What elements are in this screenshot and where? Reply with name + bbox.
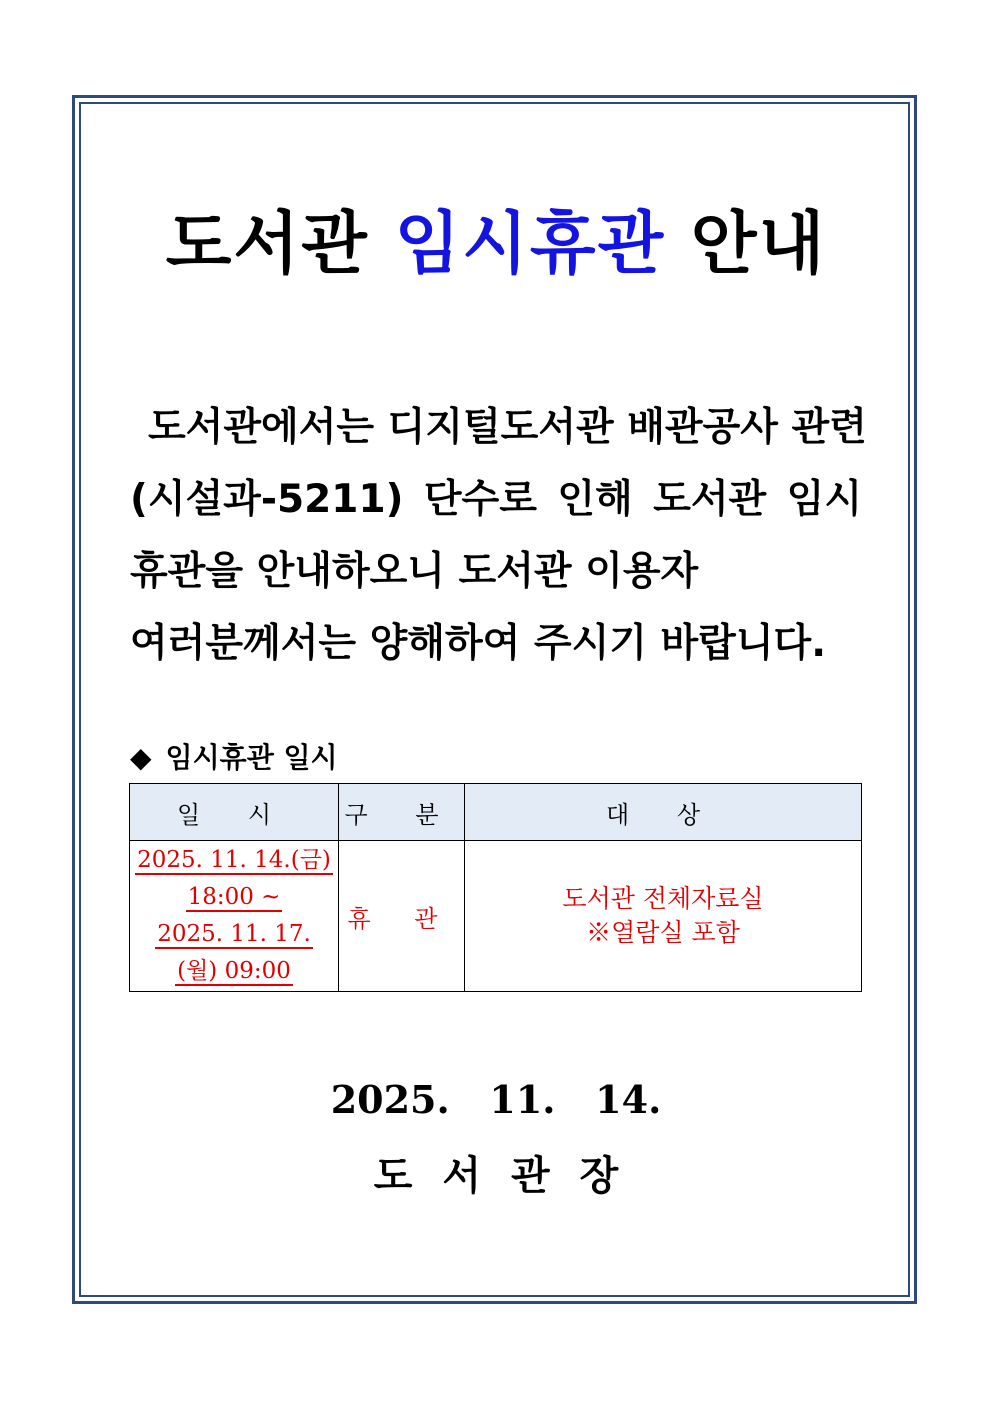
body-line-4: 여러분께서는 양해하여 주시기 바랍니다. <box>130 621 827 666</box>
closure-schedule-table <box>129 783 862 992</box>
header-date: 일 시 <box>130 784 339 841</box>
notice-body <box>130 392 867 680</box>
header-target: 대 상 <box>465 784 862 841</box>
type-cell: 휴 관 <box>339 841 465 992</box>
date-line-1: 2025. 11. 14.(금) <box>137 847 331 873</box>
section-heading-label: 임시휴관 일시 <box>165 741 338 774</box>
notice-title <box>0 200 992 290</box>
section-heading <box>130 738 338 778</box>
body-line-1: 도서관에서는 디지털도서관 배관공사 관련 <box>148 405 867 450</box>
date-line-2: 18:00 ~ <box>187 884 281 910</box>
issue-date: 2025. 11. 14. <box>330 1077 662 1122</box>
title-accent: 임시휴관 <box>394 205 666 284</box>
title-part-2: 안내 <box>665 205 827 284</box>
target-line-2: ※열람실 포함 <box>586 918 740 947</box>
date-line-4: (월) 09:00 <box>177 958 291 984</box>
header-type: 구 분 <box>339 784 465 841</box>
date-line-3: 2025. 11. 17. <box>157 921 311 947</box>
table-header-row <box>130 784 862 841</box>
target-cell <box>465 841 862 992</box>
diamond-bullet-icon: ◆ <box>130 741 152 774</box>
target-line-1: 도서관 전체자료실 <box>562 884 764 913</box>
table-row <box>130 841 862 992</box>
date-cell <box>130 841 339 992</box>
title-part-1: 도서관 <box>165 205 395 284</box>
body-line-2: (시설과-5211) 단수로 인해 도서관 임시 <box>130 477 862 522</box>
body-line-3: 휴관을 안내하오니 도서관 이용자 <box>130 549 699 594</box>
issuer-signature: 도서관장 <box>373 1153 649 1199</box>
